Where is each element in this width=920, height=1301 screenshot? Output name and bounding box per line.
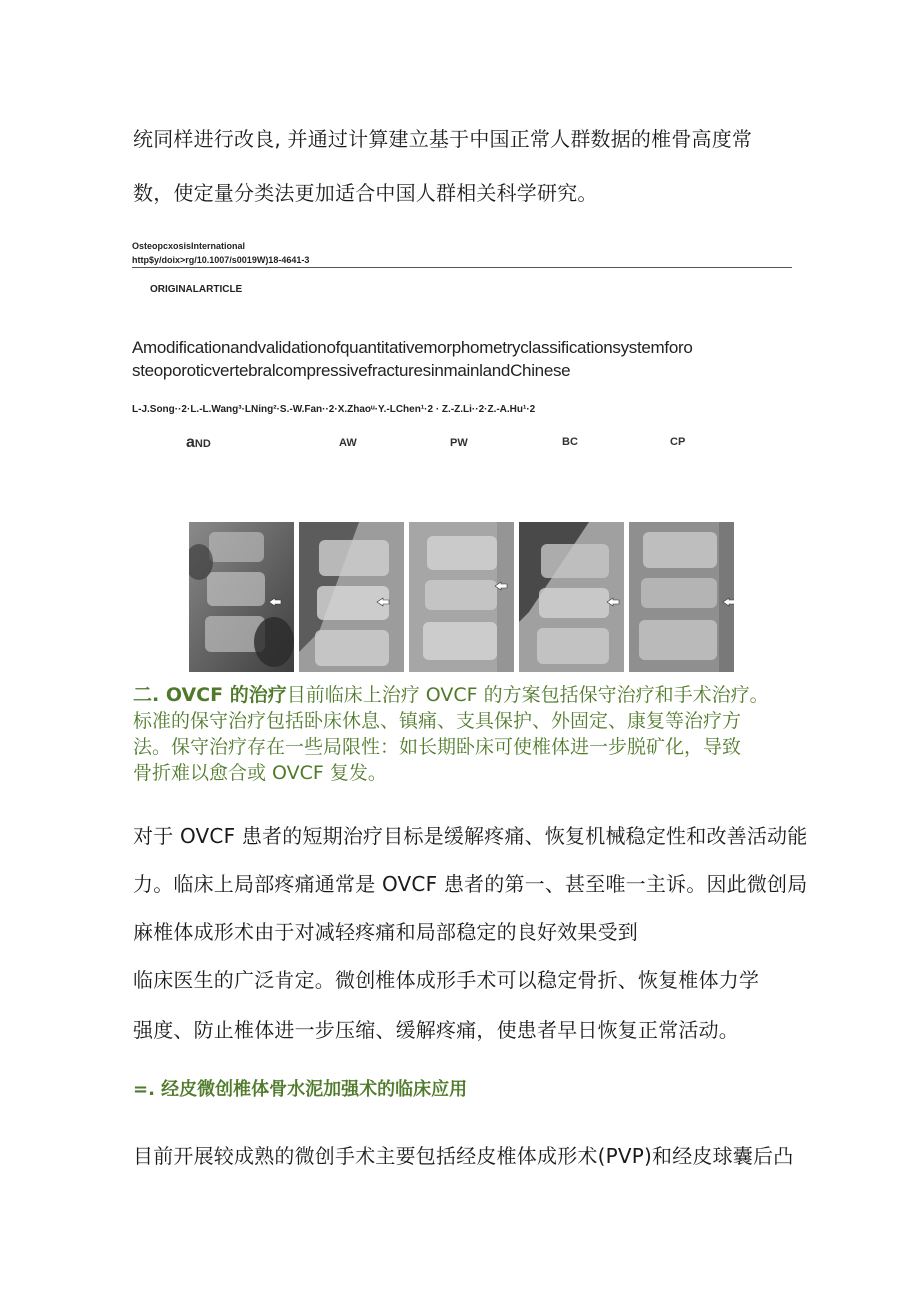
figure-label-nd — [186, 434, 211, 452]
paragraph-mid-line-2: 力。临床上局部疼痛通常是 OVCF 患者的第一、甚至唯一主诉。因此微创局 — [133, 872, 808, 896]
paragraph-bottom-line-1: 目前开展较成熟的微创手术主要包括经皮椎体成形术(PVP)和经皮球囊后凸 — [133, 1144, 794, 1168]
xray-image-cp — [629, 522, 734, 672]
paragraph-top-line-1: 统同样进行改良, 并通过计算建立基于中国正常人群数据的椎骨高度常 — [133, 127, 753, 151]
section2-line-1-text: 目前临床上治疗 OVCF 的方案包括保守治疗和手术治疗。 — [286, 684, 769, 706]
figure-label-nd-text: ND — [194, 438, 211, 450]
figure-label-pw: PW — [450, 437, 468, 449]
paragraph-mid-line-1: 对于 OVCF 患者的短期治疗目标是缓解疼痛、恢复机械稳定性和改善活动能 — [133, 824, 808, 848]
header-divider — [132, 267, 792, 268]
section2-line-2: 标准的保守治疗包括卧床休息、镇痛、支具保护、外固定、康复等治疗方 — [133, 710, 742, 732]
xray-image-pw — [409, 522, 514, 672]
section2-heading: 二. OVCF 的治疗 — [133, 684, 287, 706]
paragraph-mid-line-5: 强度、防止椎体进一步压缩、缓解疼痛，使患者早日恢复正常活动。 — [133, 1018, 739, 1042]
xray-image-nd — [189, 522, 294, 672]
xray-image-bc — [519, 522, 624, 672]
section2-line-3: 法。保守治疗存在一些局限性：如长期卧床可使椎体进一步脱矿化，导致 — [133, 736, 742, 758]
section2-line-1 — [133, 680, 769, 707]
section3-heading: =. 经皮微创椎体骨水泥加强术的临床应用 — [133, 1079, 468, 1100]
article-title-line-2: steoporoticvertebralcompressivefracturesinmainlandChinese — [132, 361, 571, 380]
section2-line-4: 骨折难以愈合或 OVCF 复发。 — [133, 762, 387, 784]
paragraph-mid-line-3: 麻椎体成形术由于对减轻疼痛和局部稳定的良好效果受到 — [133, 920, 638, 944]
figure-label-bc: BC — [562, 436, 578, 448]
xray-image-aw — [299, 522, 404, 672]
figure-label-nd-letter: a — [186, 434, 195, 451]
article-title-line-1: Amodificationandvalidationofquantitativemorphometryclassificationsystemforo — [132, 338, 693, 357]
article-doi: http$y/doix>rg/10.1007/s0019W)18-4641-3 — [132, 255, 310, 265]
figure-label-cp: CP — [670, 436, 686, 448]
article-type: ORIGINALARTICLE — [150, 284, 243, 295]
journal-name: OsteopcxosisInternational — [132, 241, 246, 251]
paragraph-top-line-2: 数，使定量分类法更加适合中国人群相关科学研究。 — [133, 181, 598, 205]
article-authors: L-J.Song··2·L.-L.Wang³·LNing²·S.-W.Fan··2·X.Zhaoᵘ·Y.-LChen¹·2 · Z.-Z.Li··2·Z.-A.Hu¹·2 — [132, 404, 536, 415]
paragraph-mid-line-4: 临床医生的广泛肯定。微创椎体成形手术可以稳定骨折、恢复椎体力学 — [133, 968, 760, 992]
figure-label-aw: AW — [339, 437, 357, 449]
